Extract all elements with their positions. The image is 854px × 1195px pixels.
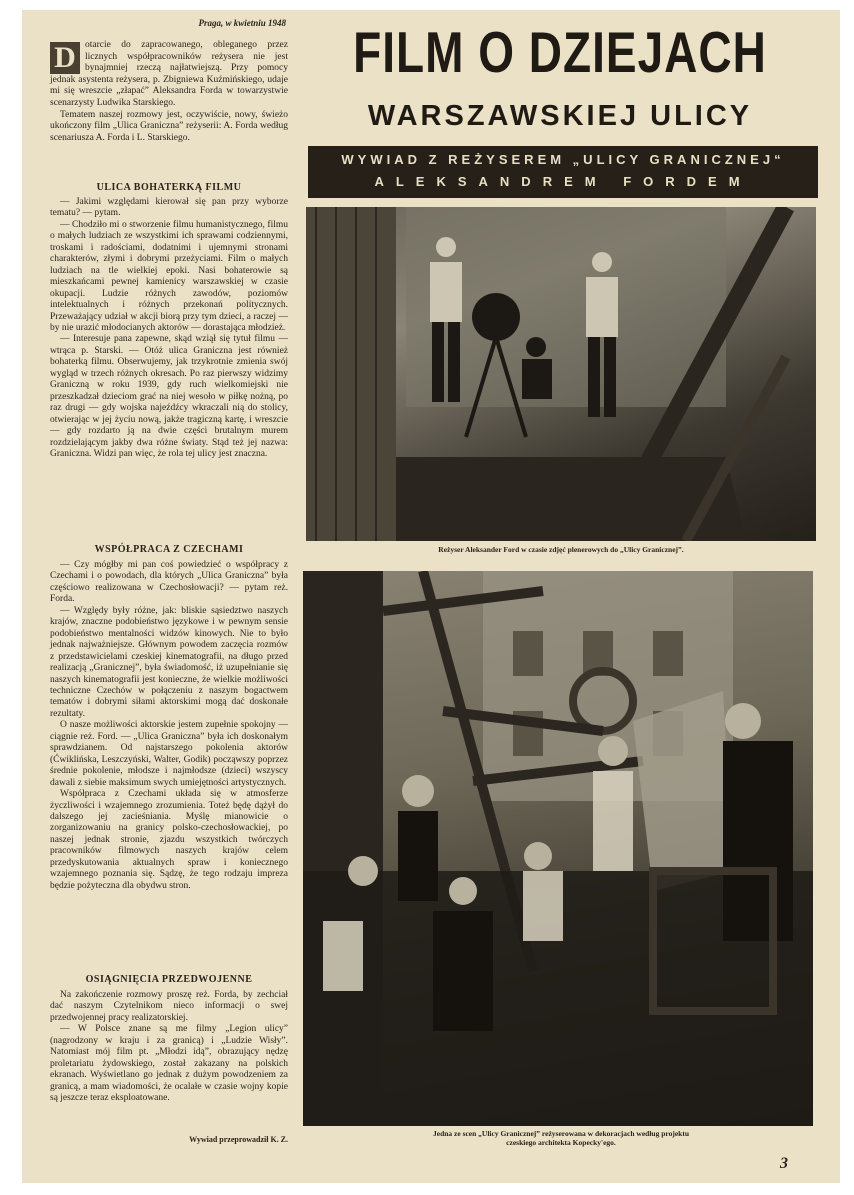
section-2-paragraph: O nasze możliwości aktorskie jestem zupełnie spokojny — ciągnie reż. Ford. — „Ulica Graniczna” była ich doskonałym sprawdzianem. Od najstarszego pokolenia aktorów (Ćwiklińska, Leszczyński, Walter, Godik) począwszy poprzez średnie pokolenie, młodsze i najmłodsze (dzieci) wszyscy dawali z siebie maksimum swych umiejętności artystycznych. [50,720,288,788]
section-heading-osiagniecia: OSIĄGNIĘCIA PRZEDWOJENNE [85,974,253,985]
photo-1-illustration [306,207,816,541]
section-3-paragraph: — W Polsce znane są me filmy „Legion ulicy” (nagrodzony w kraju i za granicą) i „Ludzie Wisły”. Natomiast mój film pt. „Młodzi idą”, obrazujący nędzę proletariatu żydowskiego, został zakazany na polskich ekranach. Wyświetlano go jednak z dużym powodzeniem za granicą, a mam wiadomości, że ocalałe w czasie wojny kopie są jeszcze teraz eksploatowane. [50,1024,288,1104]
intro-paragraph-2: Tematem naszej rozmowy jest, oczywiście, nowy, świeżo ukończony film „Ulica Graniczna” reżyserii: A. Forda według scenariusza A. Forda i L. Starskiego. [50,109,288,143]
photo-2-caption-line-1: Jedna ze scen „Ulicy Granicznej” reżyserowana w dekoracjach według projektu [432,1129,689,1138]
intro-text [50,40,288,144]
photo-2-caption [306,1129,816,1147]
section-heading-wspolpraca: WSPÓŁPRACA Z CZECHAMI [94,544,244,555]
section-1-paragraph: — Chodziło mi o stworzenie filmu humanistycznego, filmu o małych ludziach ze wszystkimi ich sprawami codziennymi, troskami i radościami, dodatnimi i ujemnymi stronami charakterów, złymi i dobrymi przeżyciami. Film o małych ludziach na tle wielkiej epoki. Nasi bohaterowie są mieszkańcami pewnej kamienicy warszawskiej w czasie okupacji. Ludzie różnych zawodów, poziomów intelektualnych i różnych przekonań politycznych. Przeważający udział w akcji biorą przy tym dzieci, a raczej — by nie urazić młodocianych aktorów — dorastająca młodzież. [50,219,288,333]
dateline: Praga, w kwietniu 1948 [198,18,286,28]
section-1-body [50,197,288,460]
subtitle-line-2: ALEKSANDREM FORDEM [374,174,752,189]
signoff: Wywiad przeprowadził K. Z. [189,1135,288,1144]
photo-director-on-set [306,207,816,541]
section-2-paragraph: — Względy były różne, jak: bliskie sąsiedztwo naszych krajów, znaczne podobieństwo językowe i w pewnym sensie podobieństwo mentalności widzów kinowych. Nie to było jednak najważniejsze. Głównym powodem zaczęcia rozmów z przedstawicielami czeskiej kinematografii, na długo przed realizacją „Granicznej”, była świadomość, iż uzupełnianie się naszych kinematografii jest konieczne, że wielkie możliwości techniczne Czechów w połączeniu z naszym bogactwem tematów i dobrymi siłami aktorskimi mogą dać doskonałe rezultaty. [50,605,288,719]
drop-cap: D [50,42,80,74]
section-2-body [50,560,288,892]
section-heading-ulica: ULICA BOHATERKĄ FILMU [96,182,242,193]
section-3-body [50,990,288,1105]
photo-2-caption-line-2: czeskiego architekta Kopecky'ego. [506,1138,616,1147]
subtitle-banner [308,146,818,198]
section-1-paragraph: — Interesuje pana zapewne, skąd wziął się tytuł filmu — wtrąca p. Starski. — Otóż ulica Graniczna jest również bohaterką filmu. Obserwujemy, jak trzykrotnie zmienia swój wygląd w trzech różnych okresach. Po raz pierwszy widzimy Graniczną w roku 1939, gdy ruch wielkomiejski nie przeszkadzał dzieciom grać na niej wesoło w piłkę nożną, po raz drugi — gdy wojska najeźdźcy wkraczali nią do stolicy, otwierając w jej życiu nową, jakże tragiczną kartę, i wreszcie — gdy rozdarto ją na dwie części brutalnym murem rozdzielającym jakby dwa różne światy. Stąd też jej nazwa: Graniczna. Widzi pan więc, że rola tej ulicy jest znaczna. [50,334,288,459]
intro-paragraph-1: otarcie do zapracowanego, obleganego przez licznych współpracowników reżysera nie jest bynajmniej rzeczą najłatwiejszą. Przy pomocy jednak asystenta reżysera, p. Zbigniewa Kuźmińskiego, udaje mi się wreszcie „złapać” Aleksandra Forda w towarzystwie scenarzysty Ludwika Starskiego. [50,40,288,108]
subtitle-line-1: WYWIAD Z REŻYSEREM „ULICY GRANICZNEJ“ [341,152,785,167]
section-3-paragraph: Na zakończenie rozmowy proszę reż. Forda, by zechciał dać naszym Czytelnikom nieco informacji o swej przedwojennej pracy realizatorskiej. [50,990,288,1023]
headline-line-2: WARSZAWSKIEJ ULICY [367,100,753,132]
headline-line-1: FILM O DZIEJACH [353,19,767,85]
photo-film-scene [303,571,813,1126]
section-2-paragraph: — Czy mógłby mi pan coś powiedzieć o współpracy z Czechami i o powodach, dla których „Ulica Graniczna” była częściowo realizowana w Czechosłowacji? — pytam reż. Forda. [50,560,288,605]
photo-1-caption: Reżyser Aleksander Ford w czasie zdjęć plenerowych do „Ulicy Granicznej”. [438,545,684,554]
section-1-paragraph: — Jakimi względami kierował się pan przy wyborze tematu? — pytam. [50,197,288,219]
photo-2-illustration [303,571,813,1126]
page-number: 3 [780,1155,788,1172]
section-2-paragraph: Współpraca z Czechami układa się w atmosferze życzliwości i wzajemnego zrozumienia. Toteż będę dążył do dalszego jej zacieśniania. Myślę mianowicie o zorganizowaniu na granicy polsko-czechosłowackiej, po naszej jednak stronie, zjazdu wszystkich twórczych pracowników filmowych naszych krajów celem przedyskutowania aktualnych spraw i koniecznego wzajemnego poznania się. Sądzę, że tego rodzaju impreza będzie pożyteczna dla obydwu stron. [50,789,288,891]
